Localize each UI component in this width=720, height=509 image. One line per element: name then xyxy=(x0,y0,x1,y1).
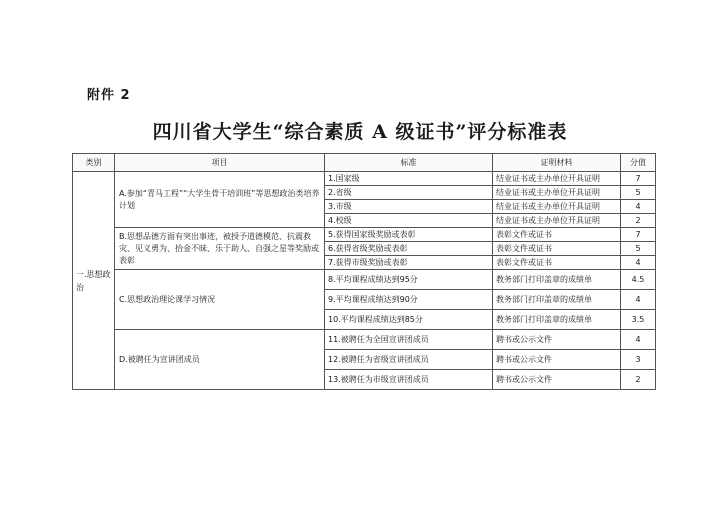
standard-cell: 6.获得省级奖励或表彰 xyxy=(325,242,493,256)
standard-cell: 10.平均课程成绩达到85分 xyxy=(325,310,493,330)
standard-cell: 4.校级 xyxy=(325,214,493,228)
proof-cell: 聘书或公示文件 xyxy=(493,330,621,350)
proof-cell: 表彰文件或证书 xyxy=(493,228,621,242)
proof-cell: 表彰文件或证书 xyxy=(493,242,621,256)
header-proof: 证明材料 xyxy=(493,154,621,172)
table-row xyxy=(73,270,656,290)
proof-cell: 教务部门打印盖章的成绩单 xyxy=(493,310,621,330)
attachment-label: 附件 2 xyxy=(87,88,131,103)
standard-cell: 13.被聘任为市级宣讲团成员 xyxy=(325,370,493,390)
proof-cell: 聘书或公示文件 xyxy=(493,350,621,370)
proof-cell: 表彰文件或证书 xyxy=(493,256,621,270)
standard-cell: 12.被聘任为省级宣讲团成员 xyxy=(325,350,493,370)
item-cell: C.思想政治理论课学习情况 xyxy=(115,270,325,330)
score-cell: 2 xyxy=(621,370,656,390)
standard-cell: 5.获得国家级奖励或表彰 xyxy=(325,228,493,242)
score-cell: 5 xyxy=(621,242,656,256)
item-cell: D.被聘任为宣讲团成员 xyxy=(115,330,325,390)
scoring-table xyxy=(72,153,656,390)
proof-cell: 教务部门打印盖章的成绩单 xyxy=(493,270,621,290)
score-cell: 3.5 xyxy=(621,310,656,330)
score-cell: 4.5 xyxy=(621,270,656,290)
header-score: 分值 xyxy=(621,154,656,172)
proof-cell: 教务部门打印盖章的成绩单 xyxy=(493,290,621,310)
category-cell: 一.思想政治 xyxy=(73,172,115,390)
score-cell: 4 xyxy=(621,330,656,350)
score-cell: 4 xyxy=(621,256,656,270)
standard-cell: 3.市级 xyxy=(325,200,493,214)
table-row xyxy=(73,172,656,186)
standard-cell: 1.国家级 xyxy=(325,172,493,186)
proof-cell: 结业证书或主办单位开具证明 xyxy=(493,186,621,200)
proof-cell: 结业证书或主办单位开具证明 xyxy=(493,172,621,186)
proof-cell: 结业证书或主办单位开具证明 xyxy=(493,214,621,228)
standard-cell: 2.省级 xyxy=(325,186,493,200)
header-standard: 标准 xyxy=(325,154,493,172)
proof-cell: 聘书或公示文件 xyxy=(493,370,621,390)
item-cell: A.参加“青马工程”“大学生骨干培训班”等思想政治类培养计划 xyxy=(115,172,325,228)
table-row xyxy=(73,228,656,242)
score-cell: 2 xyxy=(621,214,656,228)
proof-cell: 结业证书或主办单位开具证明 xyxy=(493,200,621,214)
score-cell: 7 xyxy=(621,172,656,186)
score-cell: 7 xyxy=(621,228,656,242)
score-cell: 3 xyxy=(621,350,656,370)
header-category: 类别 xyxy=(73,154,115,172)
score-cell: 4 xyxy=(621,200,656,214)
header-row xyxy=(73,154,656,172)
header-item: 项目 xyxy=(115,154,325,172)
item-cell: B.思想品德方面有突出事迹，被授予道德模范、抗震救灾、见义勇为、拾金不昧、乐于助人、自强之星等奖励或表彰 xyxy=(115,228,325,270)
document-title: 四川省大学生“综合素质 A 级证书”评分标准表 xyxy=(152,121,568,143)
standard-cell: 9.平均课程成绩达到90分 xyxy=(325,290,493,310)
standard-cell: 11.被聘任为全国宣讲团成员 xyxy=(325,330,493,350)
standard-cell: 7.获得市级奖励或表彰 xyxy=(325,256,493,270)
score-cell: 5 xyxy=(621,186,656,200)
score-cell: 4 xyxy=(621,290,656,310)
standard-cell: 8.平均课程成绩达到95分 xyxy=(325,270,493,290)
table-row xyxy=(73,330,656,350)
